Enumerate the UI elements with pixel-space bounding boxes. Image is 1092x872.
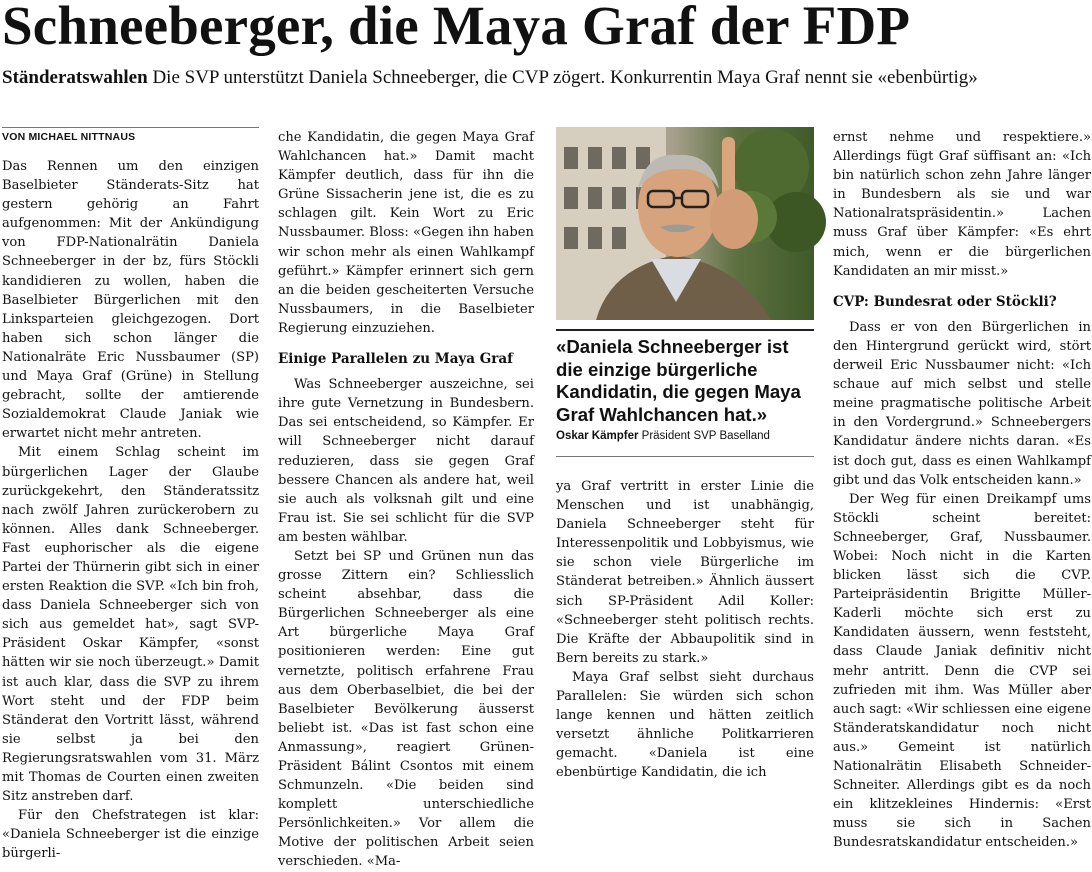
subheading: Einige Parallelen zu Maya Graf: [278, 351, 513, 368]
paragraph: Der Weg für einen Dreikampf ums Stöckli scheint bereitet: Schneeberger, Graf, Nussbaumer. Wobei: Noch nicht in die Karten blicken lässt sich die CVP. Parteipräsidentin Brigitte Müller-Kaderli möchte sich erst zu Kandidaten äussern, wenn feststeht, dass Claude Janiak definitiv nicht mehr antritt. Denn die CVP sei zufrieden mit ihm. Was Müller aber auch sagt: «Wir schliessen eine eigene Ständeratskandidatur noch nicht aus.» Gemeint ist natürlich Nationalrätin Elisabeth Schneider-Schneiter. Allerdings gibt es da noch ein klitzekleines Hindernis: «Erst muss sie sich in Sachen Bundesratskandidatur entscheiden.»: [833, 491, 1091, 851]
portrait-illustration: [556, 127, 814, 320]
article-column-1: [2, 157, 259, 862]
byline-rule: [2, 127, 259, 128]
quote-role: Präsident SVP Baselland: [638, 430, 770, 442]
quote-name: Oskar Kämpfer: [556, 430, 639, 442]
paragraph: che Kandidatin, die gegen Maya Graf Wahlchancen hat.» Damit macht Kämpfer deutlich, dass für ihn die Grüne Sissacherin jene ist, die es zu schlagen gilt. Kein Wort zu Eric Nussbaumer. Bloss: «Gegen ihn haben wir schon mehr als einen Wahlkampf geführt.» Kämpfer erinnert sich gern an die beiden gescheiterten Versuche Nussbaumers, in die Baselbieter Regierung einzuziehen.: [278, 130, 534, 336]
pull-quote: «Daniela Schneeberger ist die einzige bürgerliche Kandidatin, die gegen Maya Graf Wahlchancen hat.»: [556, 336, 801, 425]
subheading: CVP: Bundesrat oder Stöckli?: [833, 293, 1057, 310]
paragraph: Setzt bei SP und Grünen nun das grosse Zittern ein? Schliesslich scheint absehbar, dass die Bürgerlichen Schneeberger als eine Art bürgerliche Maya Graf positionieren werden: Eine gut vernetzte, politisch erfahrene Frau aus dem Oberbaselbiet, die bei der Baselbieter Bevölkerung äusserst beliebt ist. «Das ist fast schon eine Anmassung», reagiert Grünen-Präsident Bálint Csontos mit einem Schmunzeln. «Die beiden sind komplett unterschiedliche Persönlichkeiten.» Vor allem die Motive der politischen Arbeit seien verschieden. «Ma-: [278, 548, 534, 870]
headline: Schneeberger, die Maya Graf der FDP: [2, 0, 911, 56]
quote-credit: [556, 428, 814, 444]
paragraph: Das Rennen um den einzigen Baselbieter Ständerats-Sitz hat gestern gehörig an Fahrt aufgenommen: Mit der Ankündigung von FDP-Nationalrätin Daniela Schneeberger in der bz, fürs Stöckli kandidieren zu wollen, haben die Baselbieter Bürgerlichen mit den Linksparteien gleichgezogen. Dort haben sich schon länger die Nationalräte Eric Nussbaumer (SP) und Maya Graf (Grüne) in Stellung gebracht, sollte der amtierende Sozialdemokrat Claude Janiak wie erwartet nicht mehr antreten.: [2, 159, 259, 442]
byline: VON MICHAEL NITTNAUS: [2, 131, 136, 143]
deck-kicker: Ständeratswahlen: [2, 67, 148, 88]
paragraph: Für den Chefstrategen ist klar: «Daniela Schneeberger ist die einzige bürgerli-: [2, 808, 259, 862]
deck-text: Die SVP unterstützt Daniela Schneeberger, die CVP zögert. Konkurrentin Maya Graf nennt sie «ebenbürtig»: [147, 67, 978, 88]
article-column-3: [556, 477, 814, 781]
quote-rule-top: [556, 329, 814, 331]
portrait-photo: [556, 127, 814, 320]
deck: [2, 66, 1090, 90]
article-column-2: [278, 128, 534, 870]
quote-rule-bottom: [556, 456, 814, 457]
paragraph: Was Schneeberger auszeichne, sei ihre gute Vernetzung in Bundesbern. Das sei entscheidend, so Kämpfer. Er will Schneeberger nicht darauf reduzieren, dass sie gegen Graf bessere Chancen als andere hat, weil sie auch als volksnah gilt und eine Frau ist. Sie sei schlicht für die SVP am besten wählbar.: [278, 377, 534, 545]
paragraph: Dass er von den Bürgerlichen in den Hintergrund gerückt wird, stört derweil Eric Nussbaumer nicht: «Ich schaue auf mich selbst und stelle meine pragmatische politische Arbeit in den Vordergrund.» Schneebergers Kandidatur ändere nichts daran. «Es ist doch gut, dass es einen Wahlkampf gibt und das Volk entscheiden kann.»: [833, 319, 1091, 488]
paragraph: ernst nehme und respektiere.» Allerdings fügt Graf süffisant an: «Ich bin natürlich schon zehn Jahre länger in Bundesbern als sie und war Nationalratspräsidentin.» Lachen muss Graf über Kämpfer: «Es ehrt mich, wenn er die bürgerlichen Kandidaten an mir misst.»: [833, 130, 1091, 279]
article-column-4: [833, 128, 1091, 851]
paragraph: Maya Graf selbst sieht durchaus Parallelen: Sie würden sich schon lange kennen und hätten zeitlich versetzt ähnliche Politkarrieren gemacht. «Daniela ist eine ebenbürtige Kandidatin, die ich: [556, 669, 814, 781]
paragraph: ya Graf vertritt in erster Linie die Menschen und ist unabhängig, Daniela Schneeberger steht für Interessenpolitik und Lobbyismus, wie sie schon viele Bürgerliche im Ständerat betreiben.» Ähnlich äussert sich SP-Präsident Adil Koller: «Schneeberger steht politisch rechts. Die Kräfte der Abbaupolitik sind in Bern bereits zu stark.»: [556, 479, 814, 666]
paragraph: Mit einem Schlag scheint im bürgerlichen Lager der Glaube zurückgekehrt, den Ständeratssitz nach zwölf Jahren zurückerobern zu können. Alles dank Schneeberger. Fast euphorischer als die eigene Partei der Thürnerin gibt sich in einer ersten Reaktion die SVP. «Ich bin froh, dass Daniela Schneeberger sich von sich aus gemeldet hat», sagt SVP-Präsident Oskar Kämpfer, «sonst hätten wir sie noch überzeugt.» Damit ist auch klar, dass die SVP zu ihrem Wort steht und der FDP beim Ständerat den Vortritt lässt, während sie selbst ja bei den Regierungsratswahlen vom 31. März mit Thomas de Courten einen zweiten Sitz anstreben darf.: [2, 445, 259, 805]
